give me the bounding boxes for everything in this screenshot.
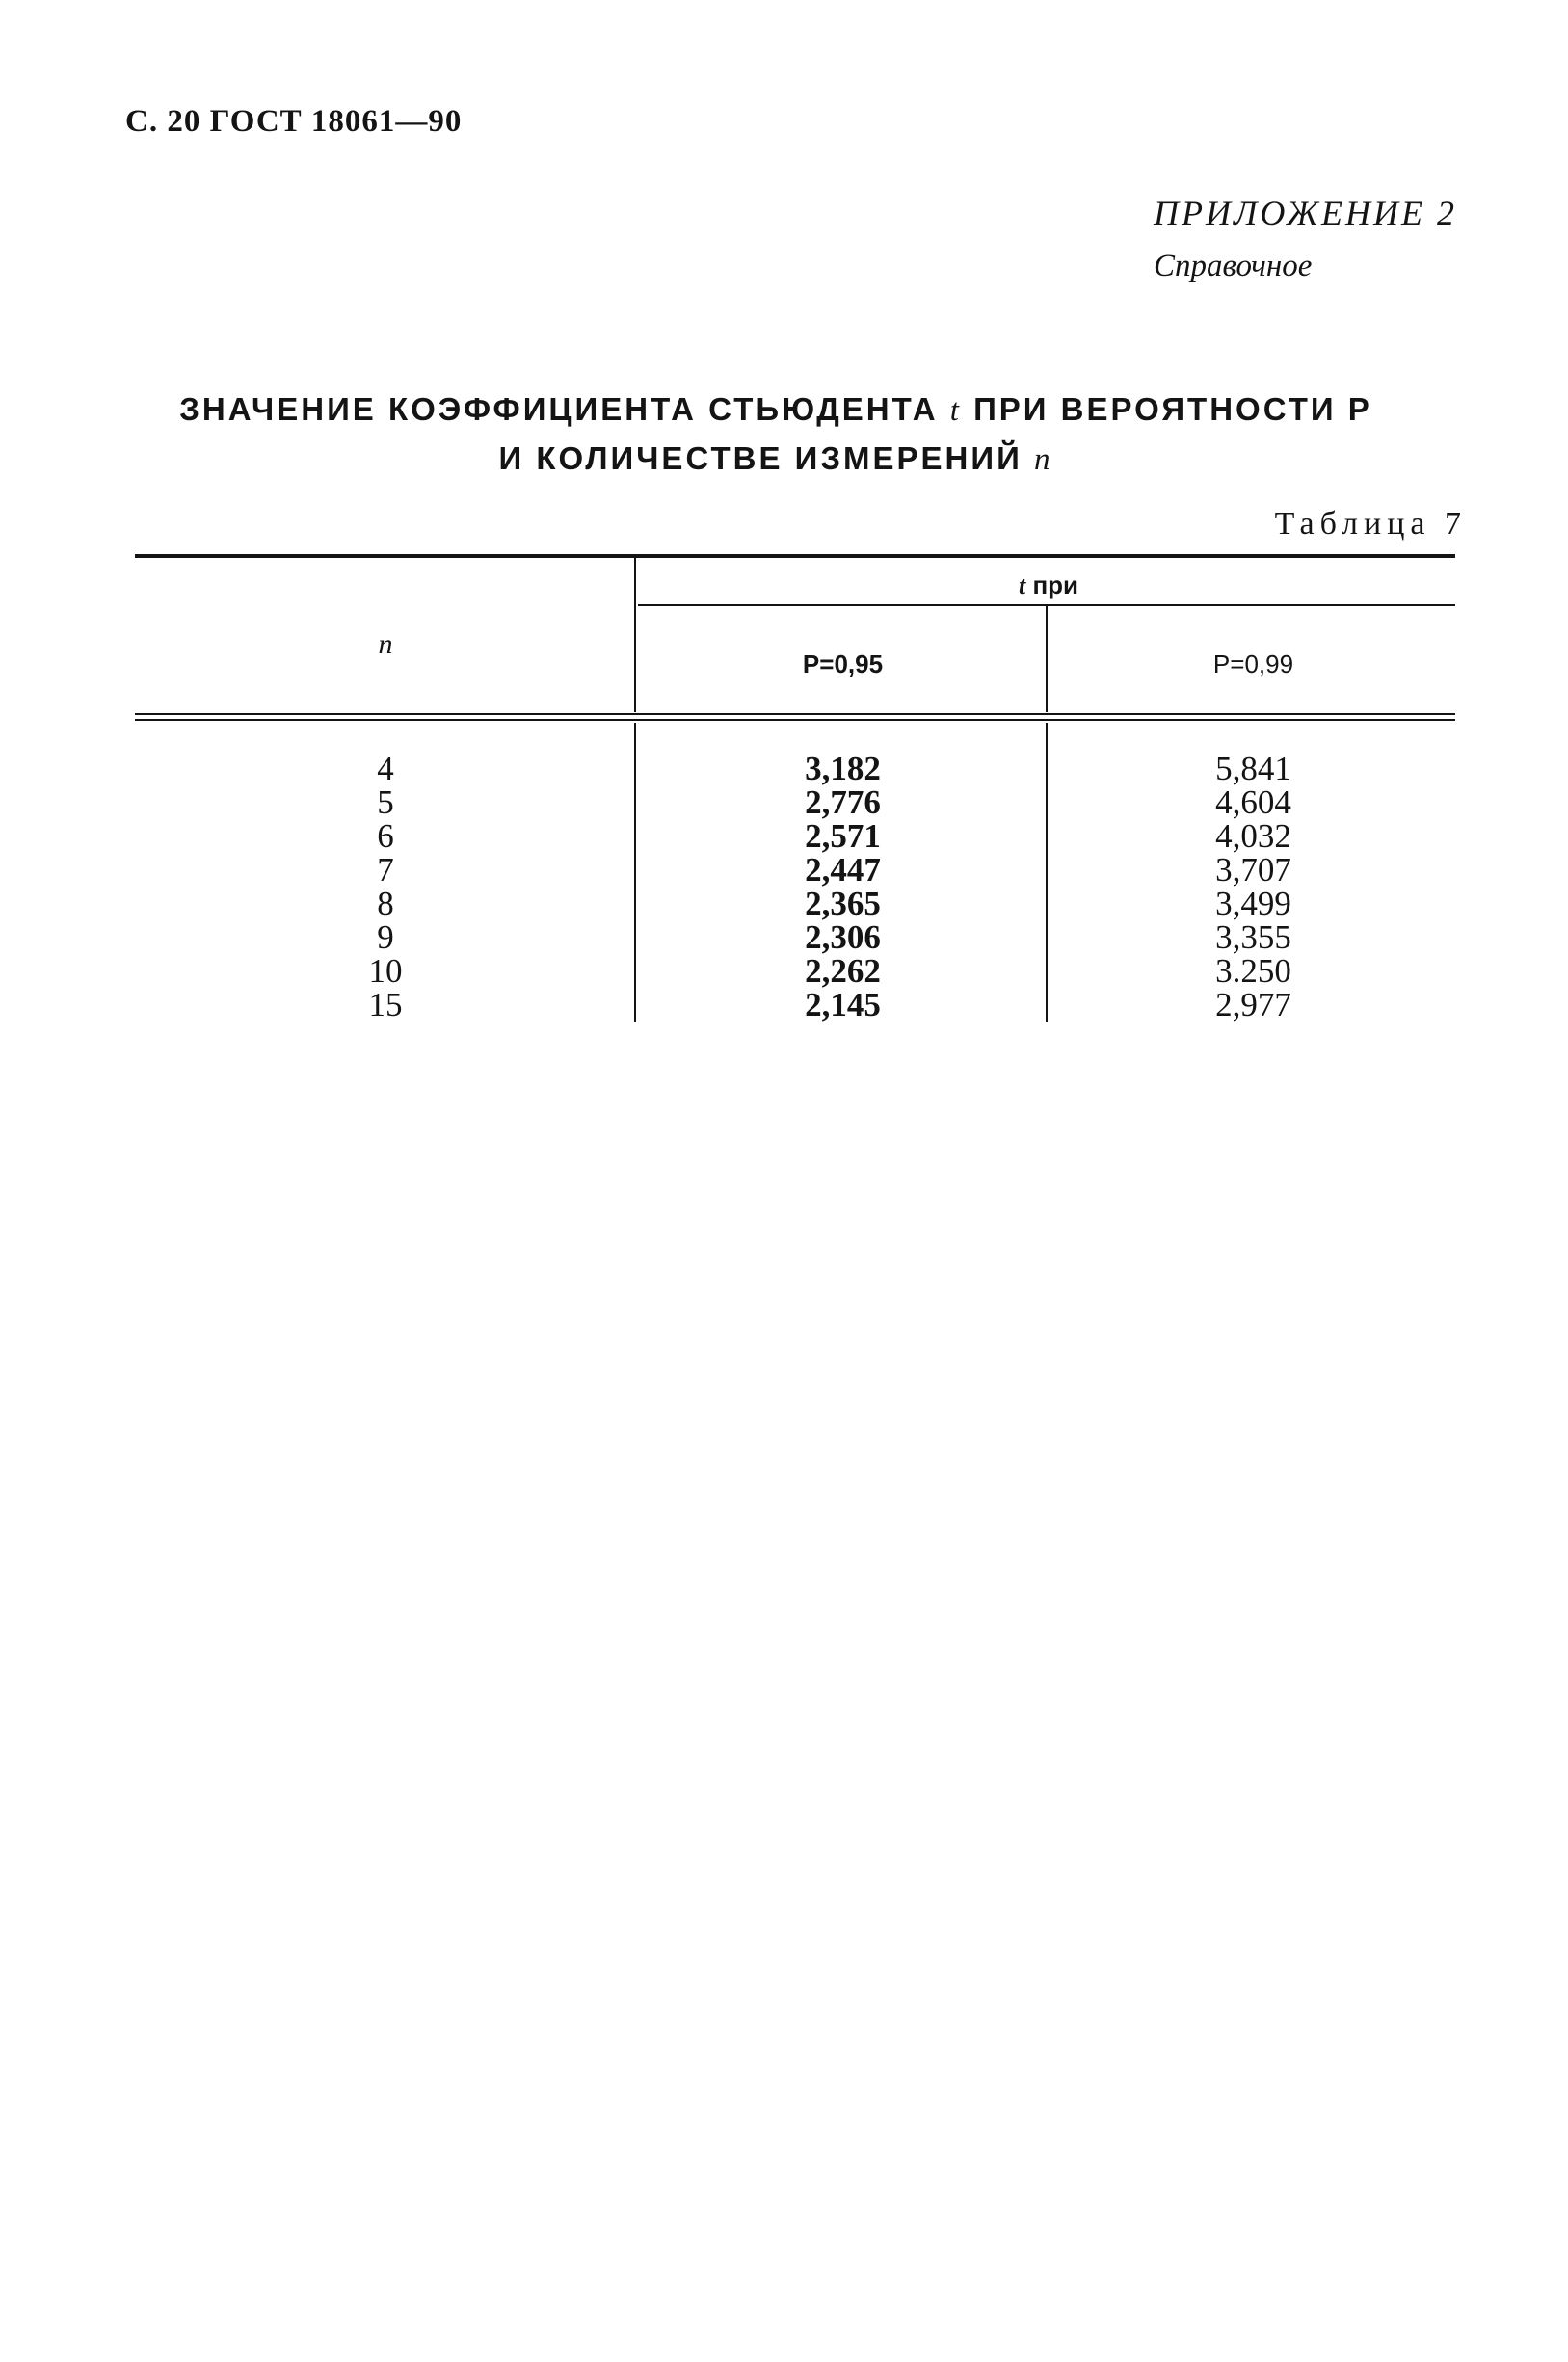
table-top-rule bbox=[135, 554, 1455, 558]
title-line-2-prefix: И КОЛИЧЕСТВЕ ИЗМЕРЕНИЙ bbox=[498, 440, 1023, 476]
title-n-symbol: n bbox=[1033, 442, 1053, 477]
header-t-suffix: при bbox=[1032, 571, 1079, 599]
document-title bbox=[125, 385, 1426, 484]
table-label: Таблица 7 bbox=[1274, 506, 1467, 542]
cell-p095: 2,447 bbox=[805, 851, 881, 889]
cell-p099: 4,604 bbox=[1215, 783, 1291, 821]
cell-p099: 5,841 bbox=[1215, 750, 1291, 787]
column-p099 bbox=[1048, 752, 1459, 1022]
cell-n: 8 bbox=[377, 885, 394, 922]
cell-p095: 2,776 bbox=[805, 783, 881, 821]
cell-p099: 3,355 bbox=[1215, 918, 1291, 956]
cell-p099: 2,977 bbox=[1215, 986, 1291, 1023]
cell-n: 5 bbox=[377, 783, 394, 821]
cell-p095: 2,306 bbox=[805, 918, 881, 956]
appendix-block bbox=[1154, 193, 1457, 284]
appendix-type: Справочное bbox=[1154, 249, 1313, 283]
cell-n: 15 bbox=[368, 986, 403, 1023]
header-t-symbol: t bbox=[1018, 571, 1026, 599]
header-t-group bbox=[638, 571, 1459, 600]
cell-p099: 3.250 bbox=[1215, 952, 1291, 990]
header-p095: P=0,95 bbox=[802, 650, 884, 678]
cell-n: 6 bbox=[377, 817, 394, 855]
cell-p095: 2,145 bbox=[805, 986, 881, 1023]
column-p095 bbox=[638, 752, 1048, 1022]
title-t-symbol: t bbox=[949, 393, 962, 428]
title-line-2 bbox=[125, 435, 1426, 484]
appendix-title: ПРИЛОЖЕНИЕ 2 bbox=[1154, 194, 1457, 232]
cell-p099: 4,032 bbox=[1215, 817, 1291, 855]
cell-p095: 3,182 bbox=[805, 750, 881, 787]
cell-p099: 3,707 bbox=[1215, 851, 1291, 889]
cell-p095: 2,262 bbox=[805, 952, 881, 990]
title-line-1-prefix: ЗНАЧЕНИЕ КОЭФФИЦИЕНТА СТЬЮДЕНТА bbox=[179, 391, 939, 427]
title-line-1-suffix: ПРИ ВЕРОЯТНОСТИ Р bbox=[973, 391, 1372, 427]
title-line-1 bbox=[125, 385, 1426, 435]
table-header-divider-second bbox=[135, 719, 1455, 721]
cell-p099: 3,499 bbox=[1215, 885, 1291, 922]
header-n: n bbox=[378, 628, 393, 660]
cell-n: 7 bbox=[377, 851, 394, 889]
cell-n: 4 bbox=[377, 750, 394, 787]
page-header: С. 20 ГОСТ 18061—90 bbox=[125, 104, 463, 139]
table-header-divider bbox=[135, 713, 1455, 715]
header-p099: P=0,99 bbox=[1212, 650, 1294, 678]
cell-n: 9 bbox=[377, 918, 394, 956]
cell-n: 10 bbox=[368, 952, 403, 990]
column-n bbox=[135, 752, 636, 1022]
cell-p095: 2,365 bbox=[805, 885, 881, 922]
cell-p095: 2,571 bbox=[805, 817, 881, 855]
